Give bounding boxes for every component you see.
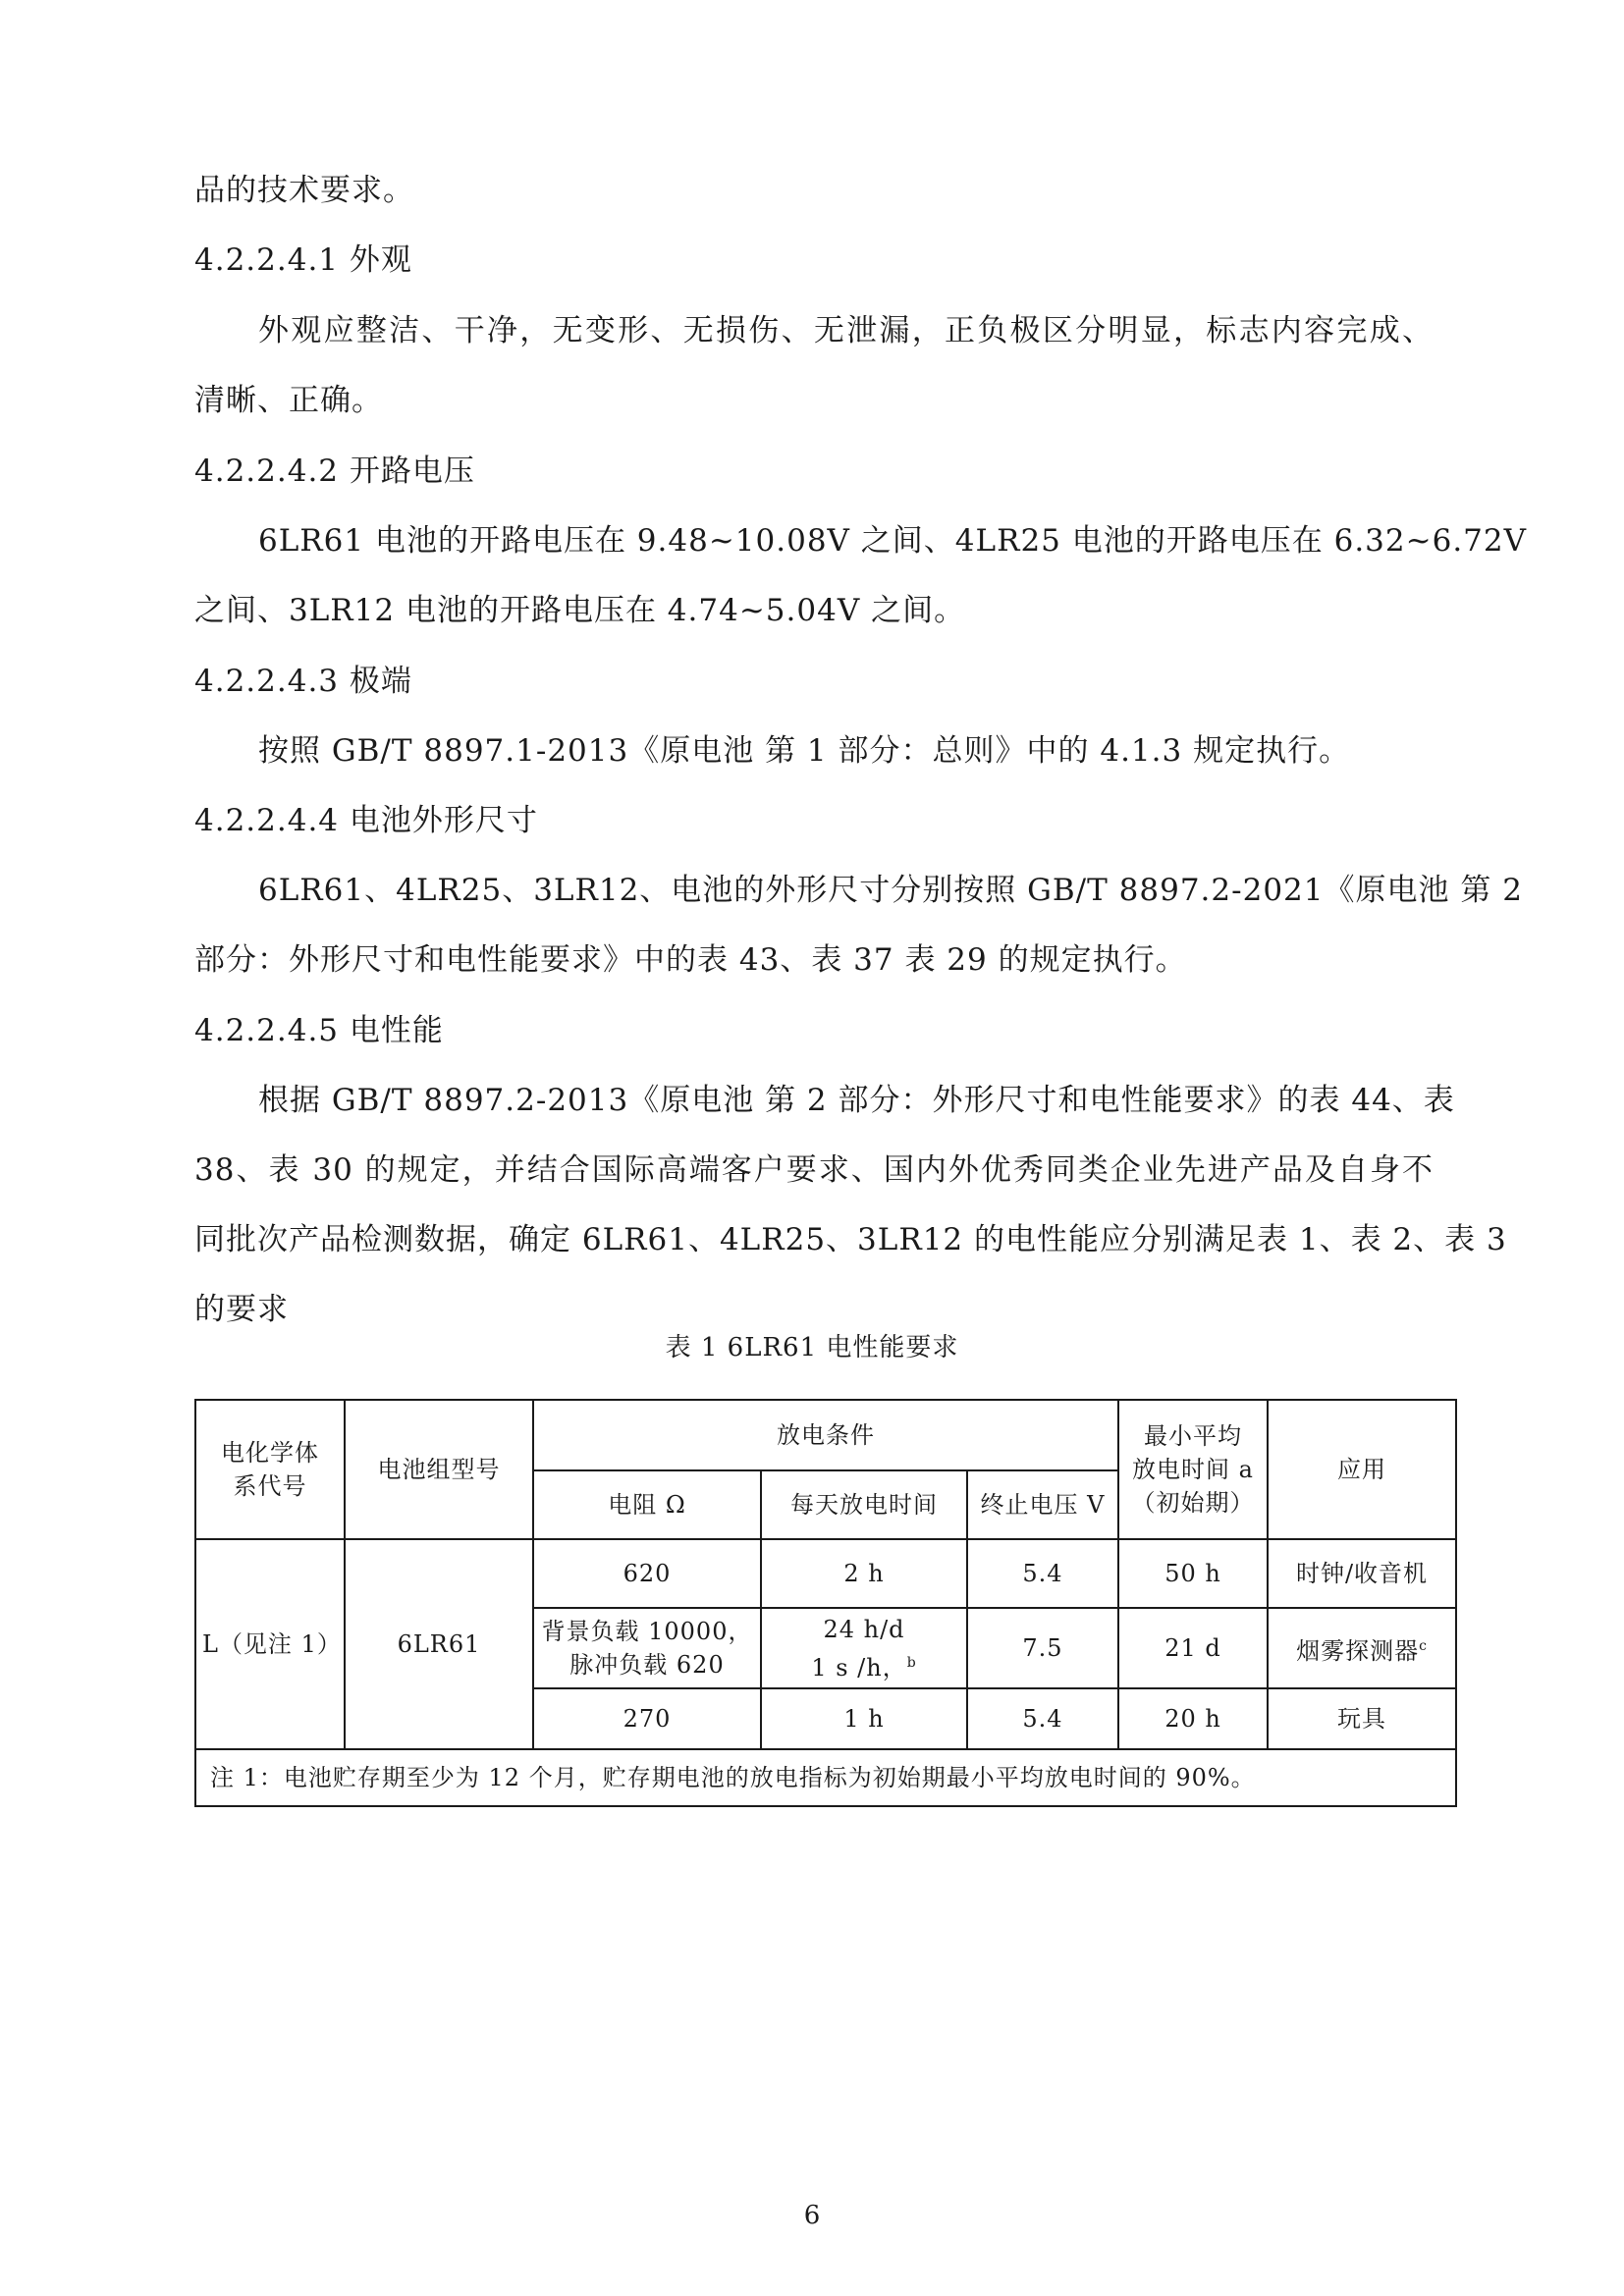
header-chem-code-line2: 系代号	[233, 1472, 307, 1500]
cell-daily-time: 1 h	[761, 1688, 967, 1749]
cell-application: 玩具	[1268, 1688, 1456, 1749]
header-daily-time: 每天放电时间	[761, 1470, 967, 1539]
cell-resistance: 270	[533, 1688, 761, 1749]
table-header-row	[195, 1400, 1456, 1470]
section-heading-terminals: 4.2.2.4.3 极端	[194, 664, 412, 699]
paragraph-line: 清晰、正确。	[194, 383, 383, 418]
paragraph-line: 6LR61 电池的开路电压在 9.48~10.08V 之间、4LR25 电池的开路电压在 6.32~6.72V	[258, 523, 1528, 559]
cell-daily-time-line2-text: 1 s /h，	[811, 1653, 907, 1682]
paragraph-line: 按照 GB/T 8897.1-2013《原电池 第 1 部分：总则》中的 4.1.3 规定执行。	[258, 733, 1351, 769]
cell-resistance-line1: 背景负载 10000，	[541, 1618, 753, 1645]
cell-min-time: 50 h	[1118, 1539, 1268, 1608]
cell-daily-time	[761, 1608, 967, 1688]
cell-chem-code: L（见注 1）	[195, 1539, 345, 1749]
cell-end-voltage: 7.5	[967, 1608, 1118, 1688]
paragraph-line: 品的技术要求。	[194, 173, 414, 208]
header-end-voltage: 终止电压 V	[967, 1470, 1118, 1539]
cell-application: 时钟/收音机	[1268, 1539, 1456, 1608]
cell-daily-time-line1: 24 h/d	[823, 1615, 905, 1643]
footnote-marker: c	[1419, 1637, 1428, 1654]
section-heading-open-circuit-voltage: 4.2.2.4.2 开路电压	[194, 454, 475, 489]
header-discharge-conditions: 放电条件	[533, 1400, 1118, 1470]
cell-end-voltage: 5.4	[967, 1539, 1118, 1608]
header-min-avg-time	[1118, 1400, 1268, 1539]
header-min-avg-line1: 最小平均	[1144, 1422, 1242, 1450]
header-chem-code-line1: 电化学体	[221, 1439, 319, 1467]
section-heading-appearance: 4.2.2.4.1 外观	[194, 242, 412, 278]
table-note-row	[195, 1749, 1456, 1806]
cell-min-time: 21 d	[1118, 1608, 1268, 1688]
paragraph-line: 的要求	[194, 1292, 289, 1327]
header-model: 电池组型号	[345, 1400, 533, 1539]
paragraph-line: 同批次产品检测数据，确定 6LR61、4LR25、3LR12 的电性能应分别满足表 1、表 2、表 3	[194, 1222, 1507, 1257]
cell-min-time: 20 h	[1118, 1688, 1268, 1749]
table-note: 注 1：电池贮存期至少为 12 个月，贮存期电池的放电指标为初始期最小平均放电时间的 90%。	[195, 1749, 1456, 1806]
header-min-avg-line3: （初始期）	[1131, 1489, 1255, 1517]
paragraph-line: 部分：外形尺寸和电性能要求》中的表 43、表 37 表 29 的规定执行。	[194, 942, 1187, 978]
table-caption: 表 1 6LR61 电性能要求	[665, 1333, 959, 1362]
cell-application	[1268, 1608, 1456, 1688]
cell-model: 6LR61	[345, 1539, 533, 1749]
section-heading-dimensions: 4.2.2.4.4 电池外形尺寸	[194, 803, 538, 838]
paragraph-line: 38、表 30 的规定，并结合国际高端客户要求、国内外优秀同类企业先进产品及自身不	[194, 1152, 1434, 1188]
cell-daily-time: 2 h	[761, 1539, 967, 1608]
cell-resistance: 620	[533, 1539, 761, 1608]
section-heading-electrical-performance: 4.2.2.4.5 电性能	[194, 1013, 444, 1048]
paragraph-line: 根据 GB/T 8897.2-2013《原电池 第 2 部分：外形尺寸和电性能要求》的表 44、表	[258, 1083, 1455, 1118]
paragraph-line: 之间、3LR12 电池的开路电压在 4.74~5.04V 之间。	[194, 593, 966, 628]
header-application: 应用	[1268, 1400, 1456, 1539]
cell-application-text: 烟雾探测器	[1296, 1636, 1420, 1665]
header-min-avg-line2: 放电时间 a	[1132, 1456, 1254, 1483]
footnote-marker: b	[906, 1654, 917, 1671]
header-chem-code	[195, 1400, 345, 1539]
paragraph-line: 外观应整洁、干净，无变形、无损伤、无泄漏，正负极区分明显，标志内容完成、	[258, 313, 1434, 348]
cell-resistance-line2: 脉冲负载 620	[569, 1651, 725, 1679]
page-number: 6	[803, 2201, 821, 2230]
paragraph-line: 6LR61、4LR25、3LR12、电池的外形尺寸分别按照 GB/T 8897.2-2021《原电池 第 2	[258, 873, 1523, 908]
cell-resistance	[533, 1608, 761, 1688]
cell-daily-time-line2	[768, 1646, 960, 1684]
table-row	[195, 1539, 1456, 1608]
cell-end-voltage: 5.4	[967, 1688, 1118, 1749]
header-resistance: 电阻 Ω	[533, 1470, 761, 1539]
electrical-performance-table	[194, 1399, 1457, 1807]
